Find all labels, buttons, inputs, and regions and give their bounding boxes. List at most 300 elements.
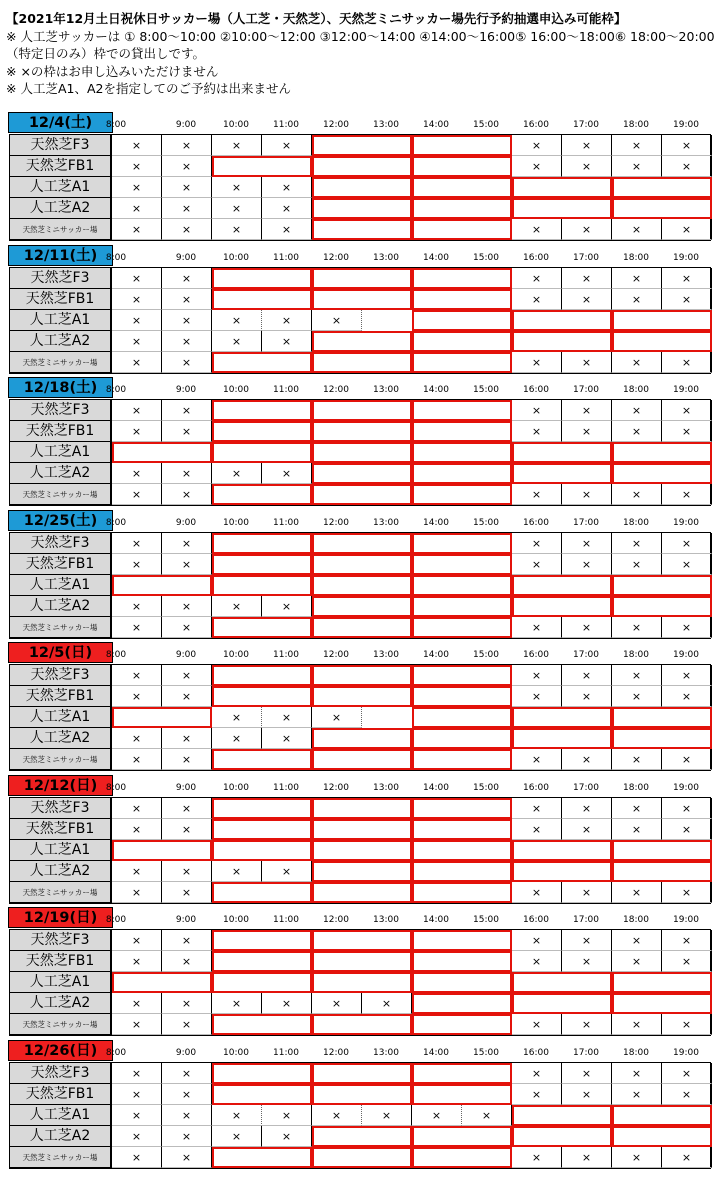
time-label: 17:00 [573,252,599,263]
unavailable-slot: × [512,617,562,638]
available-slot[interactable] [412,463,512,484]
available-slot[interactable] [612,331,712,352]
unavailable-slot: × [562,484,612,505]
unavailable-slot: × [112,421,162,442]
available-slot[interactable] [212,400,312,421]
available-slot[interactable] [212,617,312,638]
time-label: 14:00 [423,782,449,793]
available-slot[interactable] [312,484,412,505]
available-slot[interactable] [612,463,712,484]
time-label: 11:00 [273,252,299,263]
unavailable-slot: × [562,268,612,289]
available-slot[interactable] [312,749,412,770]
available-slot[interactable] [512,840,612,861]
unavailable-slot: × [162,665,212,686]
available-slot[interactable] [312,972,412,993]
available-slot[interactable] [412,533,512,554]
table-row [10,135,712,156]
table-row [10,972,712,993]
time-label: 10:00 [223,252,249,263]
unavailable-slot: × [662,665,712,686]
time-label: 18:00 [623,650,649,660]
available-slot[interactable] [312,596,412,617]
available-slot[interactable] [512,861,612,882]
available-slot[interactable] [312,331,412,352]
time-label: 8:00 [105,517,127,528]
table-row [10,289,712,310]
available-slot[interactable] [212,665,312,686]
available-slot[interactable] [312,554,412,575]
field-label: 天然芝F3 [10,665,112,686]
unavailable-slot: × [162,352,212,373]
available-slot[interactable] [612,177,712,198]
time-label: 14:00 [423,385,449,395]
table-row [10,686,712,707]
unavailable-slot: × [512,268,562,289]
available-slot[interactable] [412,596,512,617]
available-slot[interactable] [412,819,512,840]
unavailable-slot: × [212,177,262,198]
available-slot[interactable] [412,972,512,993]
unavailable-slot: × [112,617,162,638]
field-label: 人工芝A1 [10,840,112,861]
available-slot[interactable] [212,972,312,993]
unavailable-slot: × [612,484,662,505]
available-slot[interactable] [612,575,712,596]
available-slot[interactable] [512,972,612,993]
table-row [10,819,712,840]
unavailable-slot: × [262,1105,312,1126]
available-slot[interactable] [312,1126,412,1147]
available-slot[interactable] [412,484,512,505]
field-label: 人工芝A2 [10,331,112,352]
day-table [9,1062,711,1169]
unavailable-slot: × [262,331,312,352]
available-slot[interactable] [512,331,612,352]
unavailable-slot: × [562,219,612,240]
unavailable-slot: × [112,135,162,156]
available-slot[interactable] [412,617,512,638]
note-special-days: （特定日のみ）枠での貸出しです。 [6,46,206,61]
unavailable-slot: × [562,421,612,442]
time-label: 11:00 [273,650,299,660]
field-label: 天然芝FB1 [10,156,112,177]
field-label: 人工芝A1 [10,442,112,463]
unavailable-slot: × [112,798,162,819]
available-slot[interactable] [312,882,412,903]
available-slot[interactable] [612,310,712,331]
unavailable-slot: × [112,198,162,219]
available-slot[interactable] [212,930,312,951]
available-slot[interactable] [312,665,412,686]
time-label: 15:00 [473,120,499,130]
available-slot[interactable] [612,442,712,463]
unavailable-slot: × [612,882,662,903]
available-slot[interactable] [212,268,312,289]
unavailable-slot: × [162,798,212,819]
unavailable-slot: × [562,554,612,575]
available-slot[interactable] [312,1147,412,1168]
available-slot[interactable] [512,177,612,198]
available-slot[interactable] [112,840,212,861]
unavailable-slot: × [162,1105,212,1126]
available-slot[interactable] [412,1147,512,1168]
available-slot[interactable] [512,198,612,219]
time-label: 11:00 [273,1047,299,1058]
available-slot[interactable] [312,463,412,484]
unavailable-slot: × [612,617,662,638]
available-slot[interactable] [212,819,312,840]
available-slot[interactable] [612,972,712,993]
time-label: 10:00 [223,1047,249,1058]
unavailable-slot: × [262,219,312,240]
available-slot[interactable] [412,951,512,972]
unavailable-slot: × [112,554,162,575]
unavailable-slot: × [512,156,562,177]
available-slot[interactable] [312,219,412,240]
time-label: 12:00 [323,385,349,395]
unavailable-slot: × [512,749,562,770]
available-slot[interactable] [412,135,512,156]
available-slot[interactable] [412,861,512,882]
available-slot[interactable] [412,993,512,1014]
time-label: 13:00 [373,782,399,793]
available-slot[interactable] [412,798,512,819]
table-row [10,1014,712,1035]
unavailable-slot: × [662,219,712,240]
time-label: 17:00 [573,650,599,660]
unavailable-slot: × [162,686,212,707]
available-slot[interactable] [212,882,312,903]
date-badge: 12/4(土) [8,112,113,133]
time-label: 14:00 [423,120,449,130]
unavailable-slot: × [162,198,212,219]
date-badge: 12/5(日) [8,642,113,663]
available-slot[interactable] [212,1147,312,1168]
available-slot[interactable] [212,798,312,819]
available-slot[interactable] [412,1126,512,1147]
time-label: 13:00 [373,1047,399,1058]
available-slot[interactable] [312,686,412,707]
available-slot[interactable] [412,575,512,596]
time-label: 9:00 [175,252,197,263]
date-badge: 12/12(日) [8,775,113,796]
unavailable-slot: × [112,686,162,707]
available-slot[interactable] [512,575,612,596]
day-block [9,377,711,506]
table-row [10,665,712,686]
table-row [10,951,712,972]
available-slot[interactable] [512,596,612,617]
available-slot[interactable] [312,840,412,861]
unavailable-slot: × [112,268,162,289]
available-slot[interactable] [312,819,412,840]
available-slot[interactable] [412,686,512,707]
time-label: 16:00 [523,650,549,660]
available-slot[interactable] [512,707,612,728]
available-slot[interactable] [312,442,412,463]
available-slot[interactable] [412,554,512,575]
time-label: 12:00 [323,252,349,263]
unavailable-slot: × [662,421,712,442]
unavailable-slot: × [512,135,562,156]
time-label: 13:00 [373,120,399,130]
unavailable-slot: × [212,1126,262,1147]
unavailable-slot: × [262,1126,312,1147]
available-slot[interactable] [512,310,612,331]
available-slot[interactable] [412,156,512,177]
available-slot[interactable] [212,575,312,596]
available-slot[interactable] [612,840,712,861]
available-slot[interactable] [312,268,412,289]
available-slot[interactable] [412,219,512,240]
table-row [10,617,712,638]
unavailable-slot: × [312,993,362,1014]
available-slot[interactable] [412,310,512,331]
unavailable-slot: × [562,617,612,638]
time-label: 15:00 [473,1047,499,1058]
time-label: 14:00 [423,252,449,263]
unavailable-slot: × [212,463,262,484]
note-no-field-select: ※ 人工芝A1、A2を指定してのご予約は出来ません [6,81,291,96]
available-slot[interactable] [212,156,312,177]
available-slot[interactable] [312,575,412,596]
unavailable-slot: × [662,1147,712,1168]
available-slot[interactable] [312,1014,412,1035]
available-slot[interactable] [112,972,212,993]
available-slot[interactable] [212,840,312,861]
available-slot[interactable] [312,400,412,421]
time-label: 16:00 [523,385,549,395]
time-label: 15:00 [473,517,499,528]
available-slot[interactable] [412,1084,512,1105]
available-slot[interactable] [412,198,512,219]
available-slot[interactable] [512,463,612,484]
available-slot[interactable] [312,156,412,177]
available-slot[interactable] [412,840,512,861]
day-table [9,532,711,639]
available-slot[interactable] [212,686,312,707]
field-label: 人工芝A2 [10,198,112,219]
unavailable-slot: × [162,135,212,156]
field-label: 天然芝ミニサッカー場 [10,749,112,770]
unavailable-slot: × [662,289,712,310]
available-slot[interactable] [312,951,412,972]
available-slot[interactable] [212,1063,312,1084]
unavailable-slot: × [112,533,162,554]
unavailable-slot: × [512,882,562,903]
available-slot[interactable] [212,1084,312,1105]
available-slot[interactable] [312,798,412,819]
available-slot[interactable] [512,1105,612,1126]
unavailable-slot: × [162,400,212,421]
unavailable-slot: × [512,798,562,819]
unavailable-slot: × [112,1126,162,1147]
available-slot[interactable] [612,861,712,882]
available-slot[interactable] [412,442,512,463]
unavailable-slot: × [112,993,162,1014]
available-slot[interactable] [312,198,412,219]
available-slot[interactable] [612,1105,712,1126]
unavailable-slot: × [162,533,212,554]
field-label: 天然芝ミニサッカー場 [10,484,112,505]
available-slot[interactable] [212,554,312,575]
available-slot[interactable] [612,1126,712,1147]
table-row [10,219,712,240]
available-slot[interactable] [612,198,712,219]
available-slot[interactable] [512,1126,612,1147]
available-slot[interactable] [312,617,412,638]
date-badge: 12/11(土) [8,245,113,266]
available-slot[interactable] [312,352,412,373]
note-unavailable: ※ ×の枠はお申し込みいただけません [6,63,219,79]
unavailable-slot: × [162,289,212,310]
field-label: 天然芝FB1 [10,421,112,442]
time-label: 8:00 [105,120,127,130]
available-slot[interactable] [312,1084,412,1105]
unavailable-slot: × [612,665,662,686]
available-slot[interactable] [412,331,512,352]
time-label: 18:00 [623,1047,649,1058]
available-slot[interactable] [412,1063,512,1084]
table-row [10,596,712,617]
available-slot[interactable] [612,596,712,617]
available-slot[interactable] [412,1014,512,1035]
unavailable-slot: × [612,1084,662,1105]
available-slot[interactable] [412,882,512,903]
unavailable-slot: × [662,554,712,575]
page-title: 【2021年12月土日祝休日サッカー場（人工芝・天然芝）、天然芝ミニサッカー場先行予約抽選申込み可能枠】 [6,11,627,26]
time-label: 15:00 [473,385,499,395]
available-slot[interactable] [412,749,512,770]
table-row [10,198,712,219]
unavailable-slot: × [562,400,612,421]
unavailable-slot: × [212,198,262,219]
available-slot[interactable] [312,930,412,951]
available-slot[interactable] [612,993,712,1014]
table-row [10,1063,712,1084]
available-slot[interactable] [412,289,512,310]
unavailable-slot: × [662,819,712,840]
unavailable-slot: × [162,463,212,484]
available-slot[interactable] [112,575,212,596]
table-row [10,268,712,289]
unavailable-slot: × [162,421,212,442]
time-label: 19:00 [673,1047,699,1058]
available-slot[interactable] [312,177,412,198]
unavailable-slot: × [512,533,562,554]
available-slot[interactable] [212,421,312,442]
available-slot[interactable] [512,728,612,749]
unavailable-slot: × [662,135,712,156]
time-label: 10:00 [223,120,249,130]
time-label: 15:00 [473,915,499,925]
unavailable-slot: × [662,268,712,289]
unavailable-slot: × [662,951,712,972]
available-slot[interactable] [212,289,312,310]
time-label: 16:00 [523,782,549,793]
unavailable-slot: × [112,665,162,686]
time-label: 10:00 [223,915,249,925]
time-label: 17:00 [573,517,599,528]
available-slot[interactable] [312,861,412,882]
field-label: 天然芝ミニサッカー場 [10,1014,112,1035]
unavailable-slot: × [512,400,562,421]
available-slot[interactable] [312,421,412,442]
available-slot[interactable] [112,707,212,728]
unavailable-slot: × [512,484,562,505]
day-table [9,929,711,1036]
unavailable-slot: × [262,463,312,484]
unavailable-slot: × [162,882,212,903]
available-slot[interactable] [312,289,412,310]
available-slot[interactable] [612,728,712,749]
table-row [10,400,712,421]
available-slot[interactable] [412,707,512,728]
time-label: 13:00 [373,252,399,263]
time-label: 18:00 [623,120,649,130]
available-slot[interactable] [212,1014,312,1035]
unavailable-slot: × [612,400,662,421]
available-slot[interactable] [512,993,612,1014]
available-slot[interactable] [412,421,512,442]
unavailable-slot: × [512,219,562,240]
table-row [10,1126,712,1147]
available-slot[interactable] [312,533,412,554]
field-label: 天然芝ミニサッカー場 [10,352,112,373]
unavailable-slot: × [562,686,612,707]
available-slot[interactable] [112,442,212,463]
available-slot[interactable] [312,728,412,749]
available-slot[interactable] [512,442,612,463]
unavailable-slot: × [112,1084,162,1105]
available-slot[interactable] [212,442,312,463]
available-slot[interactable] [412,177,512,198]
available-slot[interactable] [212,533,312,554]
available-slot[interactable] [212,951,312,972]
available-slot[interactable] [412,400,512,421]
field-label: 人工芝A2 [10,993,112,1014]
available-slot[interactable] [212,484,312,505]
available-slot[interactable] [312,1063,412,1084]
unavailable-slot: × [612,819,662,840]
unavailable-slot: × [512,686,562,707]
table-row [10,882,712,903]
time-label: 19:00 [673,782,699,793]
time-label: 12:00 [323,650,349,660]
day-table [9,399,711,506]
available-slot[interactable] [412,352,512,373]
time-label: 15:00 [473,650,499,660]
available-slot[interactable] [412,268,512,289]
time-label: 9:00 [175,385,197,395]
available-slot[interactable] [412,930,512,951]
table-row [10,352,712,373]
date-badge: 12/19(日) [8,907,113,928]
available-slot[interactable] [412,728,512,749]
field-label: 人工芝A2 [10,1126,112,1147]
available-slot[interactable] [412,665,512,686]
available-slot[interactable] [212,352,312,373]
field-label: 天然芝FB1 [10,819,112,840]
available-slot[interactable] [212,749,312,770]
table-row [10,463,712,484]
unavailable-slot: × [262,135,312,156]
field-label: 天然芝F3 [10,930,112,951]
available-slot[interactable] [612,707,712,728]
available-slot[interactable] [312,135,412,156]
unavailable-slot: × [662,400,712,421]
